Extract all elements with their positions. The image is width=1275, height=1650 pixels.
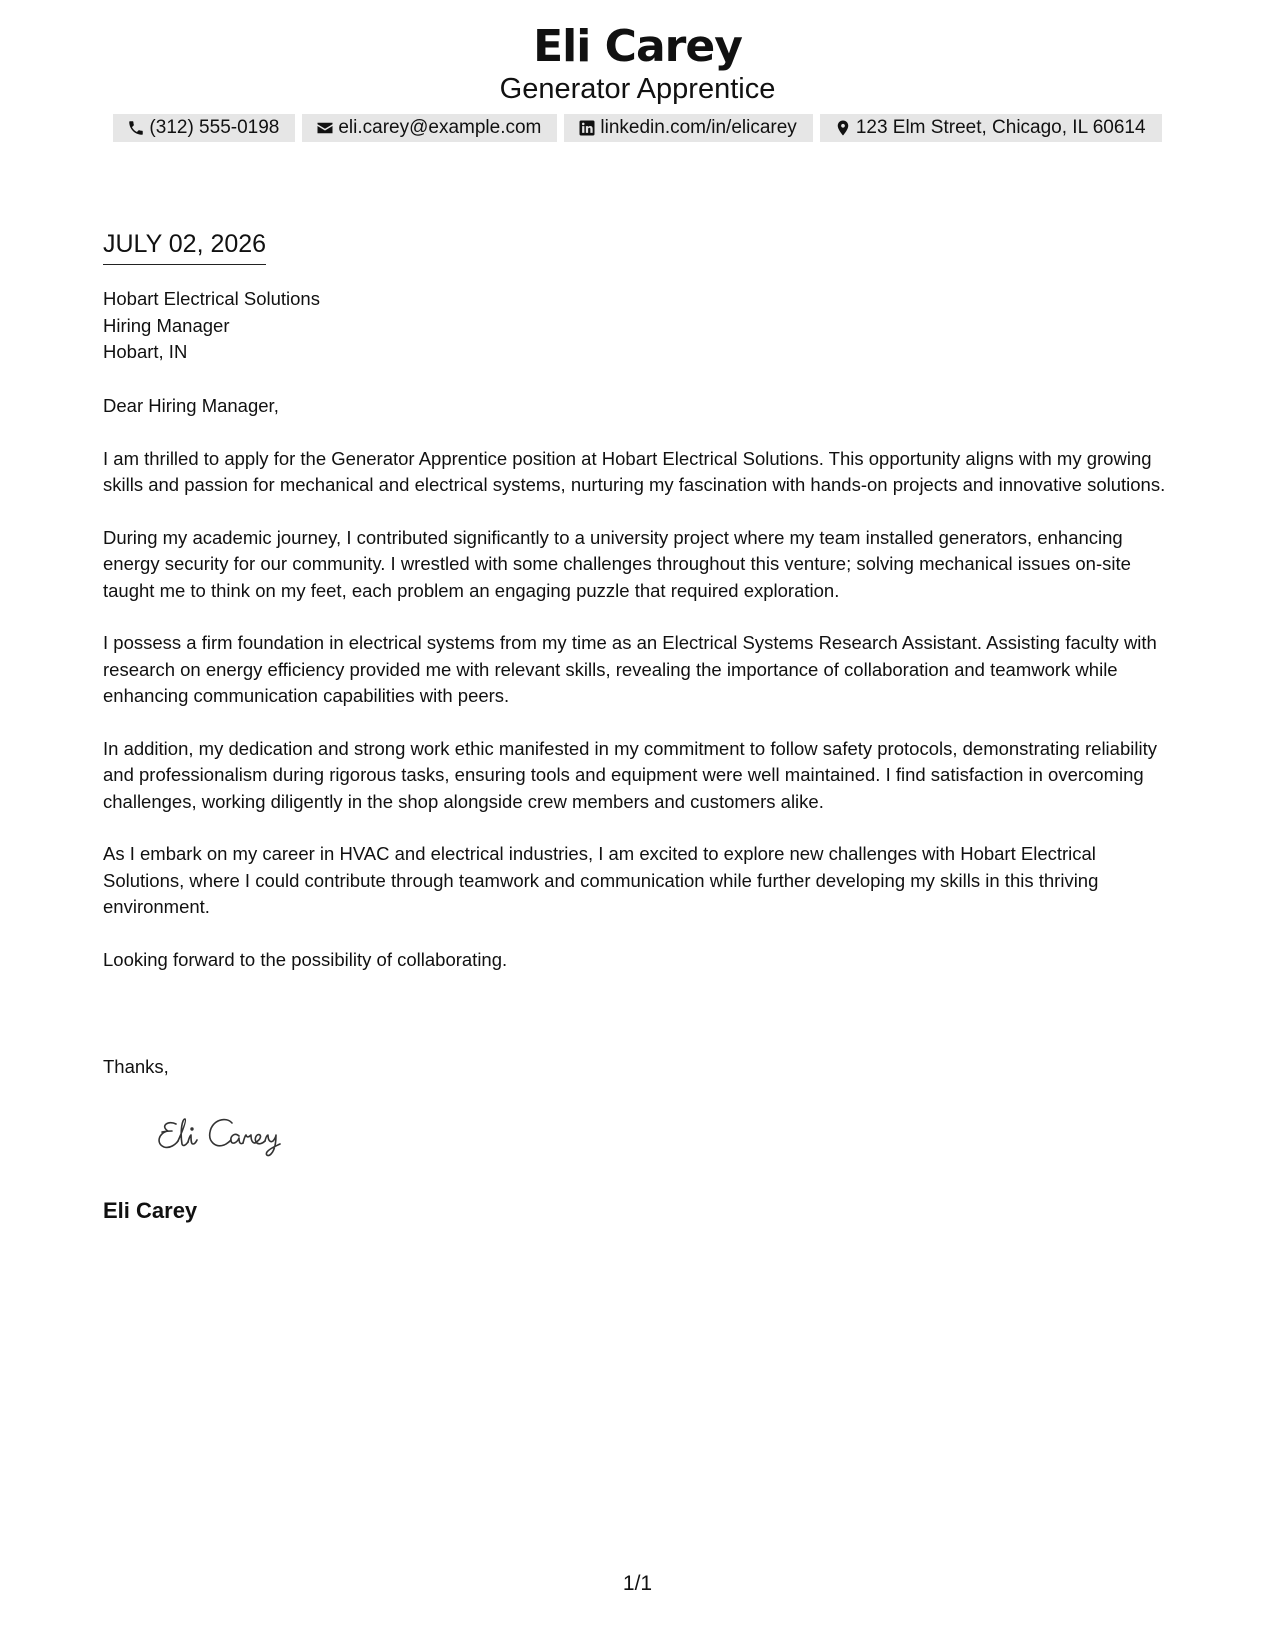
linkedin-icon	[578, 119, 596, 137]
signer-name: Eli Carey	[103, 1198, 198, 1223]
contact-bar	[0, 114, 1275, 142]
body-paragraph: During my academic journey, I contributed significantly to a university project where my team installed generators, enhancing energy security for our community. I wrestled with some challenges throughout this venture; solving mechanical issues on-site taught me to think on my feet, each problem an engaging puzzle that required exploration.	[103, 526, 1131, 601]
applicant-name: Eli Carey	[533, 21, 742, 72]
body-paragraph: Looking forward to the possibility of collaborating.	[103, 948, 508, 970]
body-paragraph: I possess a firm foundation in electrical systems from my time as an Electrical Systems Research Assistant. Assisting faculty with research on energy efficiency provided me with relevant skills, revealing the importance of collaboration and teamwork while enhancing communication capabilities with peers.	[103, 632, 1157, 706]
contact-linkedin[interactable]	[564, 114, 812, 142]
job-title: Generator Apprentice	[499, 73, 776, 105]
phone-icon	[127, 119, 145, 137]
email-text: eli.carey@example.com	[338, 117, 542, 138]
map-pin-icon	[834, 119, 852, 137]
recipient-company: Hobart Electrical Solutions	[103, 288, 320, 309]
address-text: 123 Elm Street, Chicago, IL 60614	[855, 117, 1146, 138]
letter-date: JULY 02, 2026	[103, 228, 266, 265]
contact-address[interactable]	[820, 114, 1162, 142]
phone-text: (312) 555-0198	[149, 117, 280, 138]
handwritten-signature	[154, 1110, 314, 1160]
contact-email[interactable]	[302, 114, 557, 142]
recipient-location: Hobart, IN	[103, 341, 188, 362]
salutation: Dear Hiring Manager,	[103, 395, 279, 416]
envelope-icon	[316, 119, 334, 137]
body-paragraph: I am thrilled to apply for the Generator Apprentice position at Hobart Electrical Solutions. This opportunity aligns with my growing skills and passion for mechanical and electrical systems, nurturing my fascination with hands-on projects and innovative solutions.	[103, 447, 1166, 495]
page-indicator: 1/1	[622, 1572, 653, 1595]
recipient-role: Hiring Manager	[103, 314, 230, 336]
letter-body	[103, 393, 1175, 999]
body-paragraph: As I embark on my career in HVAC and electrical industries, I am excited to explore new challenges with Hobart Electrical Solutions, where I could contribute through teamwork and communication while further developing my skills in this thriving environment.	[103, 843, 1099, 917]
linkedin-text: linkedin.com/in/elicarey	[600, 117, 797, 138]
recipient-block	[103, 286, 320, 366]
contact-phone[interactable]	[113, 114, 295, 142]
body-paragraph: In addition, my dedication and strong work ethic manifested in my commitment to follow safety protocols, demonstrating reliability and professionalism during rigorous tasks, ensuring tools and equipment were well maintained. I find satisfaction in overcoming challenges, working diligently in the shop alongside crew members and customers alike.	[103, 737, 1157, 812]
closing: Thanks,	[103, 1056, 169, 1077]
